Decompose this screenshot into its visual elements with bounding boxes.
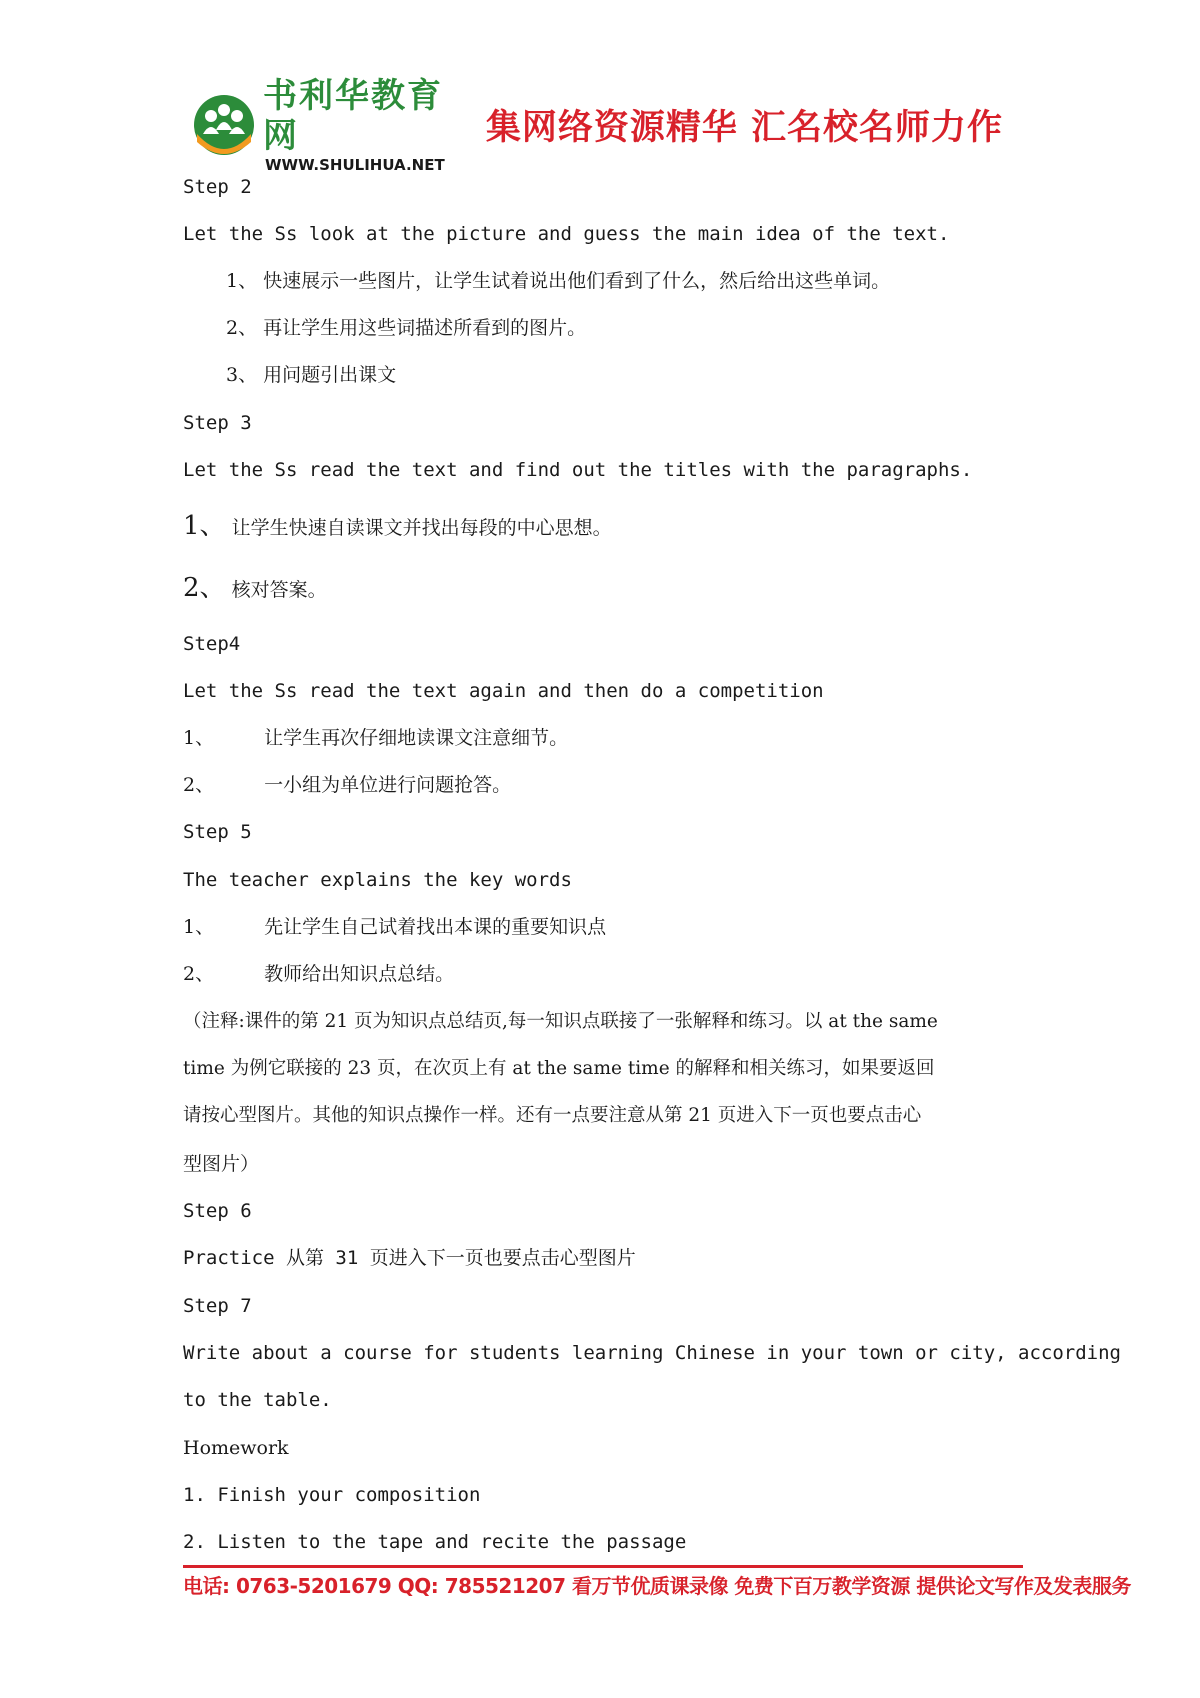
homework-item: 1. Finish your composition [183, 1484, 481, 1506]
note-line: （注释:课件的第 21 页为知识点总结页,每一知识点联接了一张解释和练习。以 at the same [183, 1011, 938, 1032]
list-text: 一小组为单位进行问题抢答。 [264, 774, 512, 796]
step2-title: Step 2 [183, 176, 252, 198]
shulihua-logo-icon [193, 94, 255, 156]
banner-slogan: 集网络资源精华 汇名校名师力作 [485, 108, 1003, 148]
step5-text: The teacher explains the key words [183, 869, 572, 891]
list-number: 2、 [183, 963, 215, 985]
step4-text: Let the Ss read the text again and then do a competition [183, 680, 824, 702]
step6-text: Practice 从第 31 页进入下一页也要点击心型图片 [183, 1247, 636, 1269]
step3-item [183, 512, 612, 542]
footer-divider [183, 1565, 1023, 1568]
step5-item [183, 960, 454, 988]
list-text: 教师给出知识点总结。 [264, 963, 455, 985]
homework-item: 2. Listen to the tape and recite the passage [183, 1531, 687, 1553]
step5-item [183, 913, 606, 941]
list-text: 先让学生自己试着找出本课的重要知识点 [264, 916, 607, 938]
step7-title: Step 7 [183, 1295, 252, 1317]
list-number: 1、 [183, 727, 215, 749]
note-line: 型图片） [183, 1153, 260, 1175]
step3-title: Step 3 [183, 412, 252, 434]
step2-item: 3、 用问题引出课文 [226, 364, 397, 386]
step3-text: Let the Ss read the text and find out the titles with the paragraphs. [183, 459, 973, 481]
step2-text: Let the Ss look at the picture and guess the main idea of the text. [183, 223, 950, 245]
logo-site-name: 书利华教育网 [263, 76, 443, 156]
footer-contact: 电话: 0763-5201679 QQ: 785521207 看万节优质课录像 免费下百万教学资源 提供论文写作及发表服务 [183, 1574, 1131, 1598]
header-banner [183, 76, 1003, 174]
logo-text [263, 76, 456, 174]
step4-title: Step4 [183, 633, 241, 655]
step4-item [183, 771, 511, 799]
list-text: 核对答案。 [231, 579, 327, 601]
list-number: 1、 [183, 511, 226, 541]
homework-title: Homework [183, 1437, 289, 1459]
list-text: 让学生快速自读课文并找出每段的中心思想。 [231, 517, 612, 539]
list-text: 让学生再次仔细地读课文注意细节。 [264, 727, 569, 749]
step7-text: Write about a course for students learning Chinese in your town or city, according [183, 1342, 1121, 1364]
list-number: 2、 [183, 573, 226, 603]
step2-item: 2、 再让学生用这些词描述所看到的图片。 [226, 317, 587, 339]
note-line: 请按心型图片。其他的知识点操作一样。还有一点要注意从第 21 页进入下一页也要点击心 [183, 1105, 922, 1126]
step4-item [183, 724, 568, 752]
logo-site-url: WWW.SHULIHUA.NET [265, 156, 445, 174]
step7-text: to the table. [183, 1389, 332, 1411]
step5-title: Step 5 [183, 821, 252, 843]
step3-item [183, 574, 327, 604]
list-number: 2、 [183, 774, 215, 796]
step6-title: Step 6 [183, 1200, 252, 1222]
list-number: 1、 [183, 916, 215, 938]
note-line: time 为例它联接的 23 页，在次页上有 at the same time 的解释和相关练习，如果要返回 [183, 1058, 935, 1079]
step2-item: 1、 快速展示一些图片，让学生试着说出他们看到了什么，然后给出这些单词。 [226, 270, 891, 292]
